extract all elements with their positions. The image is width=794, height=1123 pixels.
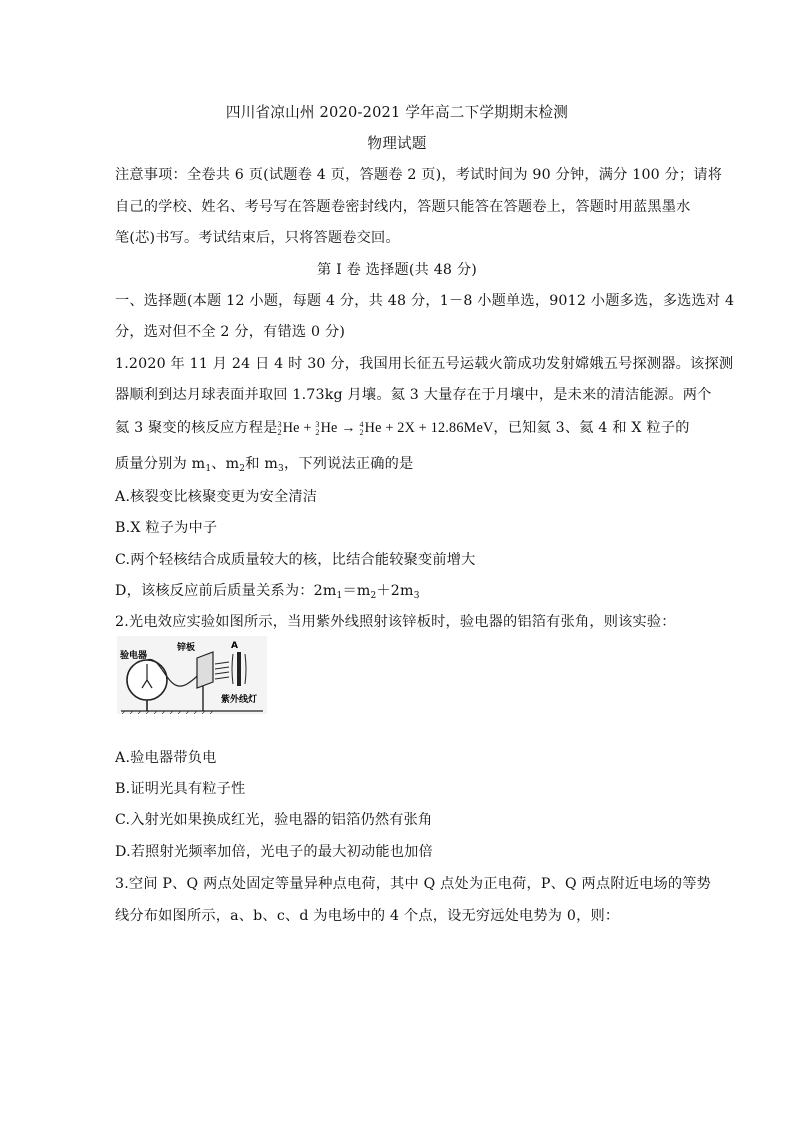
q2-option-a: A.验电器带负电 bbox=[115, 750, 217, 766]
q2-option-c: C.入射光如果换成红光，验电器的铝箔仍然有张角 bbox=[115, 812, 433, 828]
section-title: 第 I 卷 选择题(共 48 分) bbox=[317, 262, 477, 278]
label-a: A bbox=[231, 641, 238, 651]
notice-line-3: 笔(芯)书写。考试结束后，只将答题卷交回。 bbox=[115, 230, 400, 246]
q1-stem-line-4: 质量分别为 $m_1$、$m_2$和 $m_3$，下列说法正确的是 bbox=[115, 456, 414, 474]
q1-option-b: B.X 粒子为中子 bbox=[115, 520, 218, 536]
q2-stem: 2.光电效应实验如图所示，当用紫外线照射该锌板时，验电器的铝箔有张角，则该实验： bbox=[115, 614, 676, 630]
uv-lamp bbox=[237, 652, 241, 686]
photoelectric-experiment-figure bbox=[117, 636, 267, 714]
exam-title: 四川省凉山州 2020-2021 学年高二下学期期末检测 bbox=[225, 104, 569, 121]
q1-stem-line-3: 氦 3 聚变的核反应方程是 3 2 He + 3 2 He → 4 2 He + 2X + 12.86MeV，已知氦 3、氦 4 和 X 粒子的 bbox=[115, 419, 690, 437]
q2-option-d: D.若照射光频率加倍，光电子的最大初动能也加倍 bbox=[115, 844, 433, 860]
q1-stem-line-1: 1.2020 年 11 月 24 日 4 时 30 分，我国用长征五号运载火箭成功发射嫦娥五号探测器。该探测 bbox=[115, 356, 734, 372]
notice-line-2: 自己的学校、姓名、考号写在答题卷密封线内，答题只能答在答题卷上，答题时用蓝黑墨水 bbox=[115, 199, 691, 215]
section-instructions-2: 分，选对但不全 2 分，有错选 0 分) bbox=[115, 324, 346, 340]
exam-subject: 物理试题 bbox=[367, 135, 427, 152]
notice-line-1: 注意事项：全卷共 6 页(试题卷 4 页，答题卷 2 页)，考试时间为 90 分钟，满分 100 分；请将 bbox=[115, 167, 723, 183]
zinc-plate bbox=[197, 652, 213, 688]
label-zinc-plate: 锌板 bbox=[177, 643, 196, 653]
q3-stem-line-1: 3.空间 P、Q 两点处固定等量异种点电荷，其中 Q 点处为正电荷，P、Q 两点附近电场的等势 bbox=[115, 876, 712, 892]
label-electroscope: 验电器 bbox=[120, 651, 148, 661]
label-uv-lamp: 紫外线灯 bbox=[221, 695, 258, 705]
q1-option-c: C.两个轻核结合成质量较大的核，比结合能较聚变前增大 bbox=[115, 552, 476, 568]
q2-option-b: B.证明光具有粒子性 bbox=[115, 781, 246, 797]
q3-stem-line-2: 线分布如图所示，a、b、c、d 为电场中的 4 个点，设无穷远处电势为 0，则： bbox=[115, 908, 620, 924]
section-instructions-1: 一、选择题(本题 12 小题，每题 4 分，共 48 分，1－8 小题单选，9012 小题多选，多选选对 4 bbox=[115, 293, 735, 309]
q1-stem-line-2: 器顺利到达月球表面并取回 1.73kg 月壤。氦 3 大量存在于月壤中，是未来的清洁能源。两个 bbox=[115, 387, 712, 403]
q1-option-d: D，该核反应前后质量关系为：$2m_1=m_2+2m_3$ bbox=[115, 583, 420, 601]
q1-option-a: A.核裂变比核聚变更为安全清洁 bbox=[115, 489, 318, 505]
nuclear-equation: 3 2 He + 3 2 He → 4 2 He + 2X + 12.86MeV bbox=[277, 419, 494, 437]
